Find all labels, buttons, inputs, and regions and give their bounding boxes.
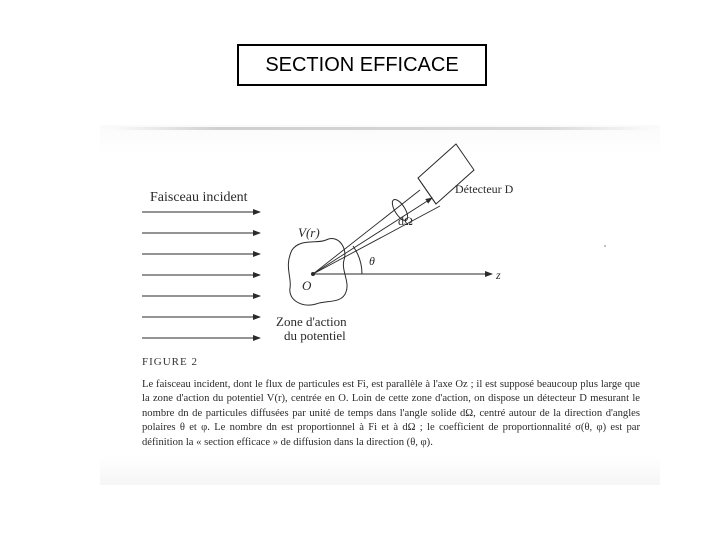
- cone-edge-line: [313, 206, 440, 274]
- cone-edge-line: [313, 190, 420, 274]
- scan-speck: [604, 245, 606, 247]
- scattering-cone: [313, 190, 440, 274]
- incident-beam-arrows: [142, 212, 260, 338]
- incident-beam-label: Faisceau incident: [150, 190, 248, 205]
- detector-label: Détecteur D: [455, 182, 514, 196]
- potential-label: V(r): [298, 225, 320, 240]
- origin-label: O: [302, 278, 312, 293]
- solid-angle-label: dΩ: [398, 214, 413, 228]
- theta-label: θ: [369, 254, 375, 268]
- figure-caption: Le faisceau incident, dont le flux de particules est Fi, est parallèle à l'axe Oz ; il est supposé beaucoup plus large que la zone d'action du potentiel V(r), centrée en O. Loin de cette zone d'action, on dispose un détecteur D mesurant le nombre dn de particules diffusées par unité de temps dans l'angle solide dΩ, centré autour de la direction d'angles polaires θ et φ. Le nombre dn est proportionnel à Fi et à dΩ ; le coefficient de proportionnalité σ(θ, φ) est par définition la « section efficace » de diffusion dans la direction (θ, φ).: [142, 379, 640, 448]
- zone-label-line1: Zone d'action: [276, 314, 347, 329]
- zone-label-line2: du potentiel: [284, 328, 346, 343]
- figure-number-label: FIGURE 2: [142, 356, 198, 368]
- slide-title: SECTION EFFICACE: [237, 44, 487, 86]
- z-axis-label: z: [496, 268, 501, 282]
